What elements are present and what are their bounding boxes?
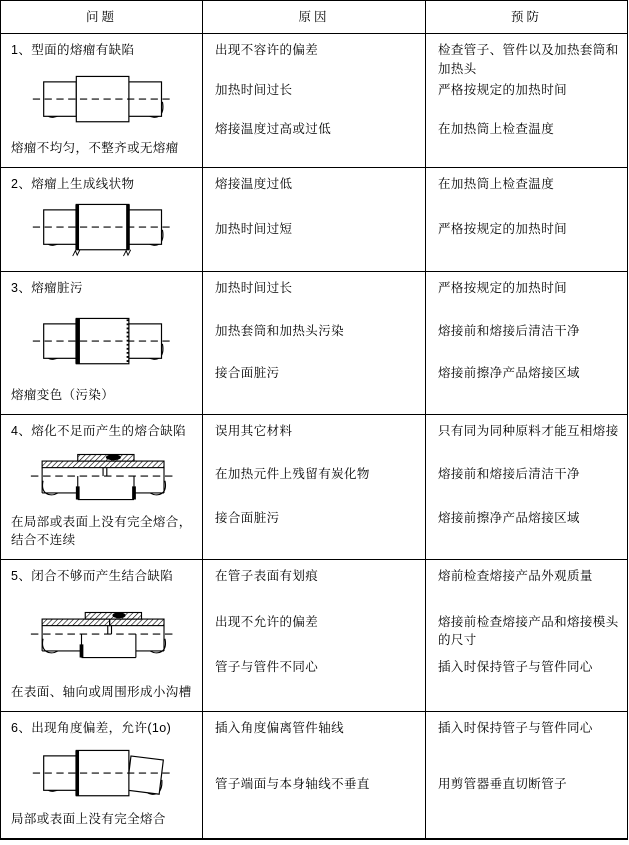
prevention-item: 严格按规定的加热时间 [438, 221, 568, 236]
prevention-item: 插入时保持管子与管件同心 [438, 660, 593, 675]
problem-cell [1, 712, 203, 838]
cause-item: 在加热元件上残留有炭化物 [215, 467, 370, 482]
prevention-item: 插入时保持管子与管件同心 [438, 721, 593, 735]
prevention-cell [426, 560, 627, 711]
cause-cell [203, 712, 426, 838]
prevention-item: 熔前检查熔接产品外观质量 [438, 569, 593, 583]
problem-note: 在局部或表面上没有完全熔合，结合不连续 [11, 514, 192, 548]
cause-item: 加热时间过长 [215, 281, 293, 295]
cause-item: 熔接温度过低 [215, 177, 293, 191]
col-header-cause: 原因 [203, 1, 426, 33]
cause-item: 熔接温度过高或过低 [215, 122, 332, 137]
cause-item: 管子与管件不同心 [215, 660, 319, 675]
problem-title: 1、型面的熔瘤有缺陷 [11, 43, 135, 57]
pipe-joint-section-groove-diagram [11, 586, 196, 684]
table-row [1, 34, 627, 168]
cause-item: 出现不允许的偏差 [215, 614, 319, 629]
prevention-item: 在加热筒上检查温度 [438, 177, 555, 191]
prevention-item: 严格按规定的加热时间 [438, 82, 568, 97]
prevention-item: 严格按规定的加热时间 [438, 281, 568, 295]
prevention-item: 熔接前和熔接后清洁干净 [438, 323, 580, 338]
cause-cell [203, 34, 426, 167]
pipe-joint-discolored-beads-diagram [11, 298, 196, 387]
prevention-item: 熔接前检查熔接产品和熔接模头的尺寸 [438, 614, 619, 648]
prevention-item: 熔接前和熔接后清洁干净 [438, 467, 580, 482]
cause-cell [203, 560, 426, 711]
cause-item: 接合面脏污 [215, 510, 280, 525]
problem-title: 3、熔瘤脏污 [11, 281, 83, 295]
problem-note: 熔瘤不均匀，不整齐或无熔瘤 [11, 141, 179, 156]
problem-title: 2、熔瘤上生成线状物 [11, 177, 135, 191]
prevention-item: 熔接前擦净产品熔接区域 [438, 510, 580, 525]
cause-item: 管子端面与本身轴线不垂直 [215, 777, 370, 791]
problem-cell [1, 415, 203, 559]
cause-item: 插入角度偏离管件轴线 [215, 721, 345, 735]
prevention-cell [426, 168, 627, 271]
problem-note: 局部或表面上没有完全熔合 [11, 812, 166, 827]
cause-item: 误用其它材料 [215, 424, 293, 438]
cause-cell [203, 272, 426, 414]
prevention-cell [426, 34, 627, 167]
cause-item: 出现不容许的偏差 [215, 43, 319, 57]
prevention-item: 检查管子、管件以及加热套筒和加热头 [438, 43, 619, 76]
cause-item: 加热时间过长 [215, 82, 293, 97]
prevention-cell [426, 415, 627, 559]
problem-note: 熔瘤变色（污染） [11, 388, 115, 403]
col-header-prevention: 预防 [510, 9, 542, 24]
table-row [1, 168, 627, 272]
cause-cell [203, 415, 426, 559]
pipe-joint-plain-diagram [11, 60, 196, 140]
cause-item: 加热时间过短 [215, 221, 293, 236]
problem-title: 5、闭合不够而产生结合缺陷 [11, 569, 174, 583]
problem-cell [1, 272, 203, 414]
table-row [1, 560, 627, 712]
pipe-joint-section-incomplete-fusion-diagram [11, 441, 196, 513]
problem-cell [1, 168, 203, 271]
problem-note: 在表面、轴向或周围形成小沟槽 [11, 685, 192, 700]
table-row [1, 415, 627, 560]
prevention-item: 只有同为同种原料才能互相熔接 [438, 424, 619, 438]
prevention-cell [426, 712, 627, 838]
col-header-problem: 问题 [1, 1, 203, 33]
prevention-item: 在加热筒上检查温度 [438, 122, 555, 137]
problem-cell [1, 560, 203, 711]
prevention-item: 熔接前擦净产品熔接区域 [438, 366, 580, 381]
table-row [1, 272, 627, 415]
prevention-item: 用剪管器垂直切断管子 [438, 777, 568, 791]
problem-title: 4、熔化不足而产生的熔合缺陷 [11, 424, 187, 438]
pipe-joint-stringy-beads-diagram [11, 194, 196, 262]
problem-cell [1, 34, 203, 167]
problem-title: 6、出现角度偏差，允许(1o) [11, 721, 172, 735]
cause-item: 接合面脏污 [215, 366, 280, 381]
prevention-cell [426, 272, 627, 414]
table-header-row [1, 1, 627, 34]
cause-item: 在管子表面有划痕 [215, 569, 319, 583]
cause-item: 加热套筒和加热头污染 [215, 323, 345, 338]
cause-cell [203, 168, 426, 271]
pipe-joint-angular-deviation-diagram [11, 738, 196, 811]
table-row [1, 712, 627, 839]
